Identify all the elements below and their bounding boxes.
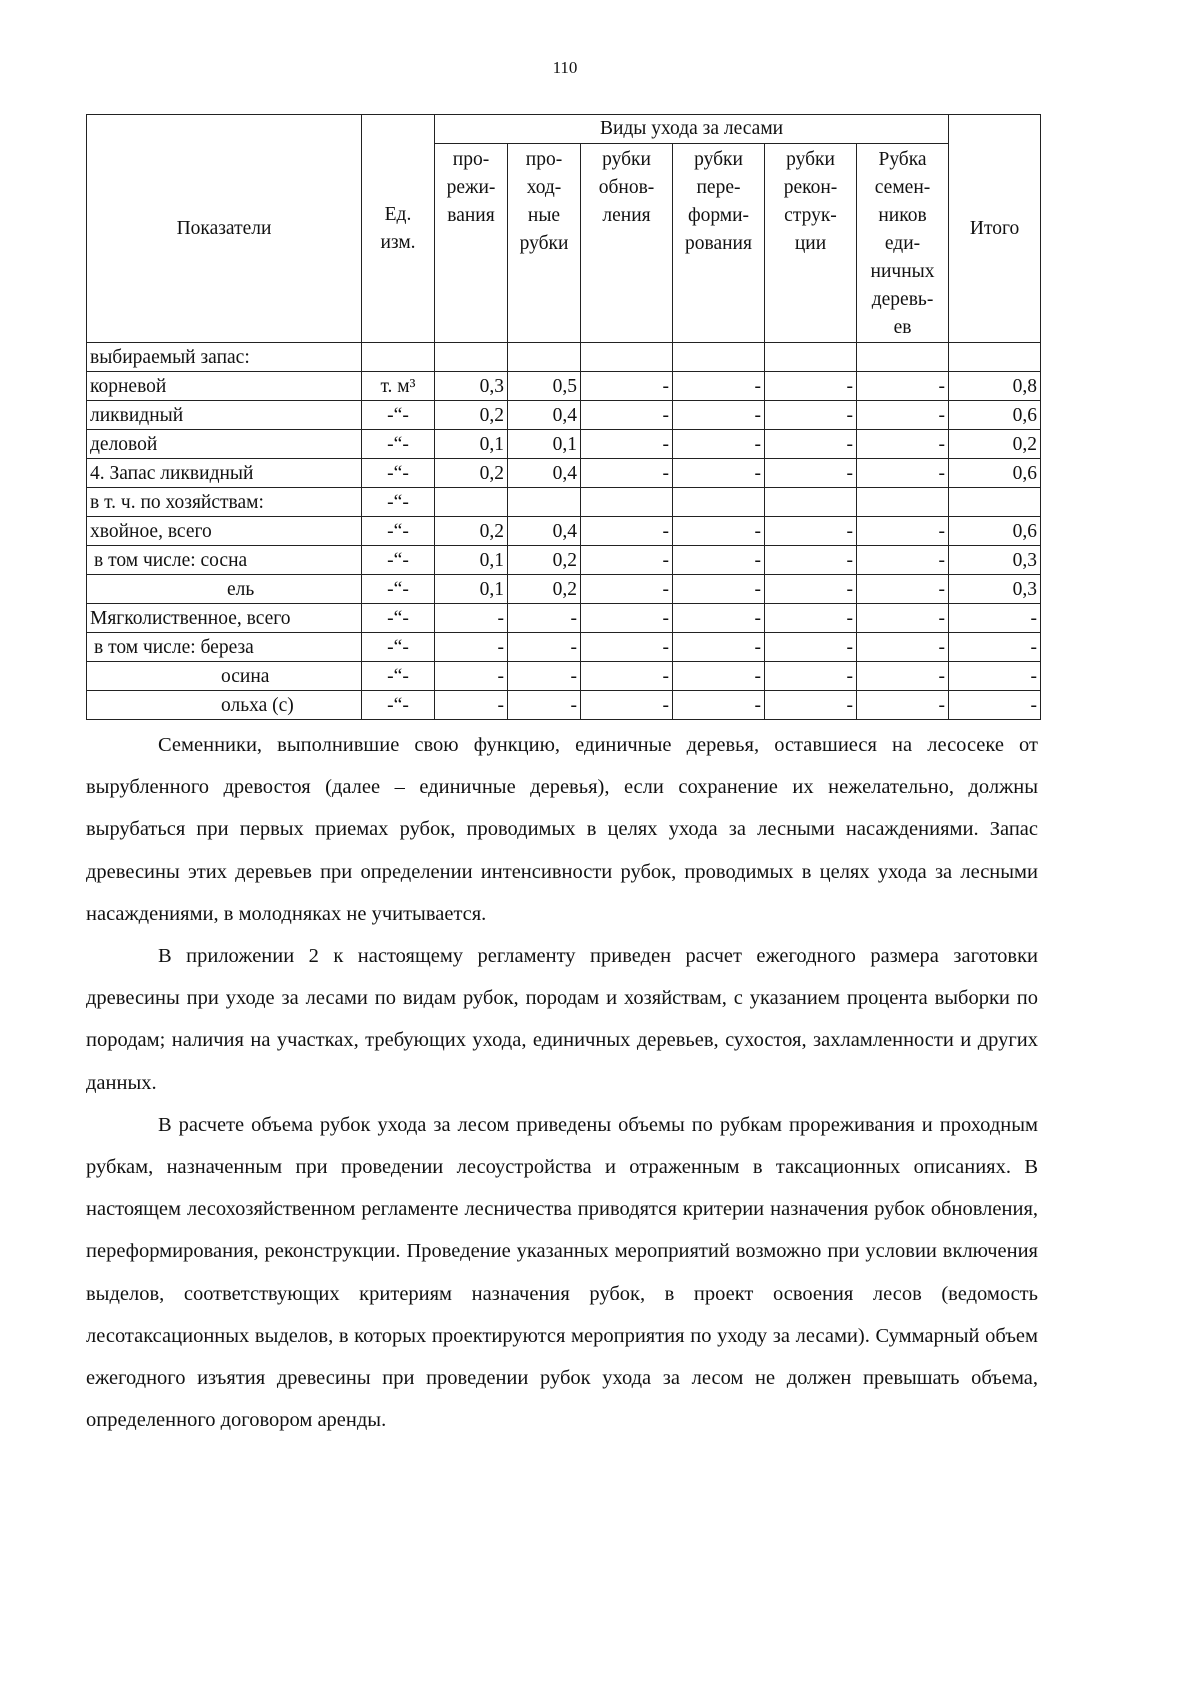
- table-cell: -: [581, 691, 673, 720]
- header-type-5: [765, 144, 857, 343]
- table-cell: -: [857, 633, 949, 662]
- table-cell: -: [857, 546, 949, 575]
- header-type-line: форми-: [687, 205, 750, 226]
- table-cell: -: [508, 662, 581, 691]
- table-cell: 0,2: [435, 401, 508, 430]
- row-unit: -“-: [362, 633, 435, 662]
- table-cell: 0,3: [949, 546, 1041, 575]
- table-cell: -: [508, 691, 581, 720]
- table-cell: -: [765, 575, 857, 604]
- table-cell: -: [857, 662, 949, 691]
- table-row: [87, 546, 1041, 575]
- table-cell: -: [581, 517, 673, 546]
- row-label: корневой: [87, 372, 362, 401]
- table-cell: [949, 343, 1041, 372]
- table-cell: [581, 488, 673, 517]
- forest-care-table: [86, 114, 1041, 720]
- row-unit: -“-: [362, 517, 435, 546]
- header-type-line: режи-: [446, 177, 496, 198]
- table-row: [87, 575, 1041, 604]
- table-cell: -: [435, 662, 508, 691]
- table-cell: 0,5: [508, 372, 581, 401]
- table-cell: -: [949, 604, 1041, 633]
- table-cell: -: [765, 633, 857, 662]
- table-cell: -: [857, 430, 949, 459]
- table-cell: [508, 488, 581, 517]
- row-label: ольха (с): [87, 691, 362, 720]
- table-cell: 0,3: [435, 372, 508, 401]
- table-cell: 0,2: [435, 459, 508, 488]
- table-row: [87, 604, 1041, 633]
- table-cell: [765, 343, 857, 372]
- table-cell: -: [765, 401, 857, 430]
- row-unit: т. м³: [362, 372, 435, 401]
- row-label: ель: [87, 575, 362, 604]
- table-cell: 0,2: [508, 575, 581, 604]
- paragraph: Семенники, выполнившие свою функцию, единичные деревья, оставшиеся на лесосеке от вырубленного древостоя (далее – единичные деревья), если сохранение их нежелательно, должны вырубаться при первых приемах рубок, проводимых в целях ухода за лесными насаждениями. Запас древесины этих деревьев при определении интенсивности рубок, проводимых в целях ухода за лесными насаждениями, в молодняках не учитывается.: [86, 734, 1038, 925]
- header-type-line: ников: [878, 205, 927, 226]
- body-text: [86, 724, 1038, 1441]
- header-type-4: [673, 144, 765, 343]
- table-cell: -: [673, 633, 765, 662]
- table-cell: -: [857, 517, 949, 546]
- table-row: [87, 662, 1041, 691]
- table-cell: -: [765, 430, 857, 459]
- row-label: деловой: [87, 430, 362, 459]
- table-cell: 0,6: [949, 517, 1041, 546]
- header-type-line: рубки: [694, 149, 743, 170]
- row-unit: -“-: [362, 401, 435, 430]
- table-cell: -: [857, 372, 949, 401]
- header-type-line: ход-: [526, 177, 562, 198]
- table-cell: -: [508, 604, 581, 633]
- table-cell: 0,1: [435, 575, 508, 604]
- table-cell: -: [673, 604, 765, 633]
- table-cell: -: [673, 459, 765, 488]
- table-cell: [857, 343, 949, 372]
- row-label: в том числе: береза: [87, 633, 362, 662]
- table-cell: -: [581, 372, 673, 401]
- header-type-line: ции: [794, 233, 827, 254]
- row-unit: -“-: [362, 430, 435, 459]
- table-cell: [857, 488, 949, 517]
- table-row: [87, 633, 1041, 662]
- header-type-line: про-: [525, 149, 563, 170]
- table-cell: 0,3: [949, 575, 1041, 604]
- header-type-line: струк-: [784, 205, 837, 226]
- row-label: хвойное, всего: [87, 517, 362, 546]
- table-cell: 0,2: [435, 517, 508, 546]
- table-cell: 0,6: [949, 401, 1041, 430]
- table-row: [87, 430, 1041, 459]
- row-label: Мягколиственное, всего: [87, 604, 362, 633]
- table-cell: -: [765, 372, 857, 401]
- table-cell: -: [765, 517, 857, 546]
- table-cell: -: [673, 372, 765, 401]
- header-type-line: рубки: [519, 233, 569, 254]
- table-cell: -: [673, 691, 765, 720]
- header-type-line: пере-: [696, 177, 741, 198]
- paragraph: В приложении 2 к настоящему регламенту приведен расчет ежегодного размера заготовки древесины при уходе за лесами по видам рубок, породам и хозяйствам, с указанием процента выборки по породам; наличия на участках, требующих ухода, единичных деревьев, сухостоя, захламленности и других данных.: [86, 945, 1038, 1094]
- table-cell: [435, 488, 508, 517]
- table-cell: -: [673, 546, 765, 575]
- table-cell: 0,2: [508, 546, 581, 575]
- table-cell: [949, 488, 1041, 517]
- row-label: осина: [87, 662, 362, 691]
- header-type-2: [508, 144, 581, 343]
- header-type-line: рубки: [786, 149, 835, 170]
- table-cell: -: [765, 604, 857, 633]
- paragraph: В расчете объема рубок ухода за лесом приведены объемы по рубкам прореживания и проходным рубкам, назначенным при проведении лесоустройства и отраженным в таксационных описаниях. В настоящем лесохозяйственном регламенте лесничества приводятся критерии назначения рубок обновления, переформирования, реконструкции. Проведение указанных мероприятий возможно при условии включения выделов, соответствующих критериям назначения рубок, в проект освоения лесов (ведомость лесотаксационных выделов, в которых проектируются мероприятия по уходу за лесами). Суммарный объем ежегодного изъятия древесины при проведении рубок ухода за лесом не должен превышать объема, определенного договором аренды.: [86, 1113, 1038, 1432]
- table-cell: -: [673, 401, 765, 430]
- header-type-line: ные: [527, 205, 561, 226]
- row-unit: -“-: [362, 604, 435, 633]
- table-cell: 0,6: [949, 459, 1041, 488]
- header-type-6: [857, 144, 949, 343]
- header-type-line: обнов-: [598, 177, 655, 198]
- table-row: [87, 691, 1041, 720]
- table-cell: 0,1: [435, 430, 508, 459]
- header-type-line: деревь-: [871, 289, 934, 310]
- table-cell: -: [581, 633, 673, 662]
- header-type-1: [435, 144, 508, 343]
- row-unit: -“-: [362, 488, 435, 517]
- table-row: [87, 459, 1041, 488]
- table-cell: [435, 343, 508, 372]
- header-type-line: Рубка: [878, 149, 927, 170]
- table-cell: -: [581, 575, 673, 604]
- row-label: ликвидный: [87, 401, 362, 430]
- table-cell: -: [765, 546, 857, 575]
- table-cell: -: [949, 691, 1041, 720]
- table-cell: -: [581, 604, 673, 633]
- table-cell: -: [949, 633, 1041, 662]
- table-cell: 0,2: [949, 430, 1041, 459]
- page-number: 110: [552, 58, 578, 77]
- row-label: в том числе: сосна: [87, 546, 362, 575]
- table-cell: -: [673, 662, 765, 691]
- table-row: [87, 372, 1041, 401]
- table-cell: -: [673, 430, 765, 459]
- header-type-3: [581, 144, 673, 343]
- table-cell: [673, 488, 765, 517]
- row-unit: -“-: [362, 546, 435, 575]
- header-type-line: ления: [602, 205, 651, 226]
- row-unit: -“-: [362, 575, 435, 604]
- table-cell: -: [673, 575, 765, 604]
- row-unit: [362, 343, 435, 372]
- table-cell: -: [435, 604, 508, 633]
- header-type-line: ничных: [870, 261, 935, 282]
- table-cell: -: [581, 459, 673, 488]
- header-type-line: семен-: [874, 177, 931, 198]
- row-unit: -“-: [362, 459, 435, 488]
- header-type-line: еди-: [884, 233, 921, 254]
- table-cell: -: [765, 691, 857, 720]
- table-cell: 0,4: [508, 459, 581, 488]
- row-label: выбираемый запас:: [87, 343, 362, 372]
- table-cell: -: [581, 430, 673, 459]
- header-care-types: Виды ухода за лесами: [435, 115, 949, 144]
- header-indicators: Показатели: [87, 115, 362, 343]
- table-cell: [508, 343, 581, 372]
- table-cell: -: [581, 662, 673, 691]
- table-row: [87, 401, 1041, 430]
- row-label: 4. Запас ликвидный: [87, 459, 362, 488]
- table-cell: -: [581, 401, 673, 430]
- header-type-line: рекон-: [783, 177, 838, 198]
- header-total: Итого: [949, 115, 1041, 343]
- table-cell: [581, 343, 673, 372]
- table-cell: -: [581, 546, 673, 575]
- table-cell: -: [673, 517, 765, 546]
- table-cell: -: [765, 662, 857, 691]
- header-type-line: ев: [893, 317, 912, 338]
- header-type-line: рования: [685, 233, 752, 254]
- header-type-line: вания: [447, 205, 495, 226]
- header-unit: Ед. изм.: [362, 115, 435, 343]
- table-row: [87, 343, 1041, 372]
- table-cell: -: [857, 575, 949, 604]
- row-label: в т. ч. по хозяйствам:: [87, 488, 362, 517]
- table-row: [87, 517, 1041, 546]
- table-cell: 0,1: [435, 546, 508, 575]
- table-row: [87, 488, 1041, 517]
- table-cell: -: [857, 691, 949, 720]
- table-cell: -: [435, 633, 508, 662]
- table-cell: [765, 488, 857, 517]
- table-cell: 0,4: [508, 517, 581, 546]
- table-cell: [673, 343, 765, 372]
- table-cell: -: [435, 691, 508, 720]
- table-cell: -: [857, 401, 949, 430]
- table-cell: -: [508, 633, 581, 662]
- table-cell: 0,1: [508, 430, 581, 459]
- table-cell: 0,8: [949, 372, 1041, 401]
- table-cell: -: [949, 662, 1041, 691]
- table-cell: -: [765, 459, 857, 488]
- header-type-line: рубки: [602, 149, 651, 170]
- row-unit: -“-: [362, 662, 435, 691]
- table-cell: -: [857, 604, 949, 633]
- row-unit: -“-: [362, 691, 435, 720]
- header-type-line: про-: [452, 149, 490, 170]
- table-cell: 0,4: [508, 401, 581, 430]
- table-cell: -: [857, 459, 949, 488]
